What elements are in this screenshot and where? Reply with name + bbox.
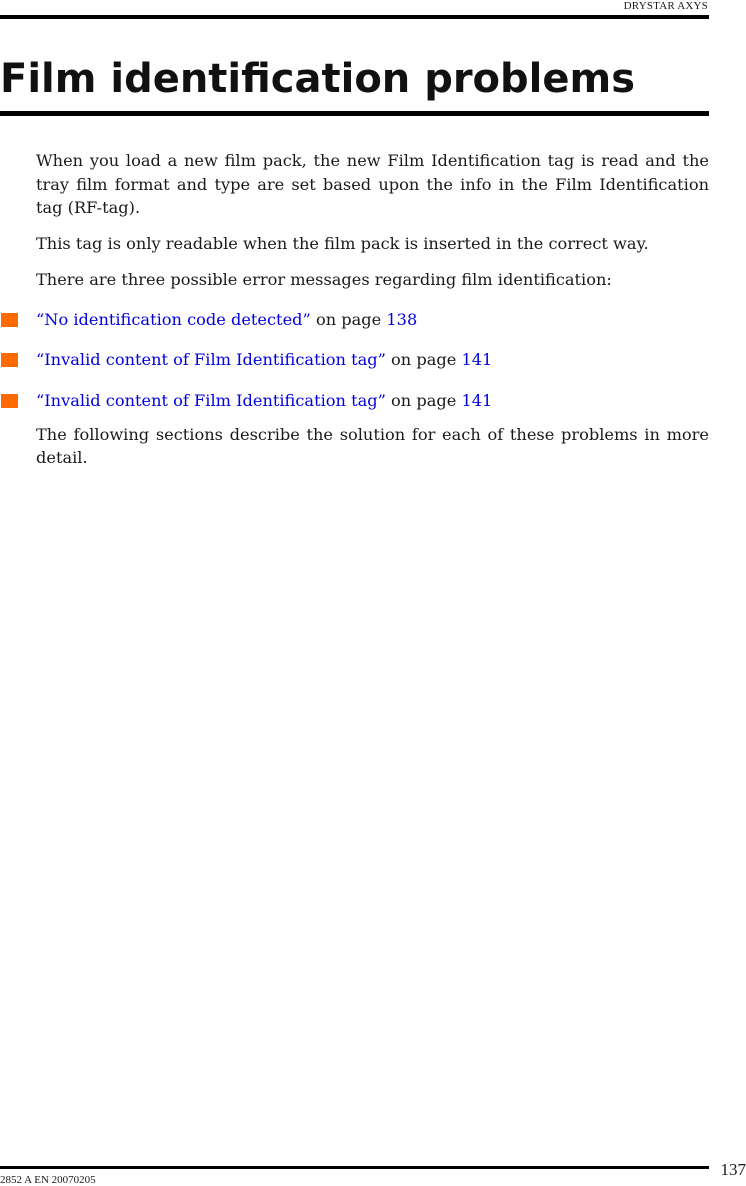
list-item bbox=[36, 348, 709, 389]
tag-readable-paragraph: This tag is only readable when the film pack is inserted in the correct way. bbox=[36, 233, 649, 253]
page-reference-link[interactable]: 141 bbox=[461, 390, 493, 410]
on-page-text: on page bbox=[385, 350, 462, 369]
list-item bbox=[36, 389, 709, 423]
footer-rule bbox=[0, 1166, 709, 1169]
square-bullet-icon bbox=[1, 394, 18, 408]
title-rule bbox=[0, 111, 709, 116]
page-title: Film identification problems bbox=[0, 56, 635, 102]
running-head: DRYSTAR AXYS bbox=[623, 0, 708, 12]
cross-reference-link[interactable]: “Invalid content of Film Identification tag” bbox=[36, 390, 386, 410]
page-number: 137 bbox=[720, 1160, 746, 1179]
on-page-text: on page bbox=[310, 309, 387, 329]
header-rule bbox=[0, 15, 709, 19]
closing-paragraph: The following sections describe the solution for each of these problems in more detail. bbox=[36, 424, 709, 467]
error-message-list bbox=[36, 308, 709, 423]
square-bullet-icon bbox=[1, 353, 18, 367]
document-id: 2852 A EN 20070205 bbox=[0, 1174, 96, 1186]
square-bullet-icon bbox=[1, 313, 18, 327]
page-reference-link[interactable]: 141 bbox=[461, 350, 493, 369]
error-messages-intro: There are three possible error messages regarding film identification: bbox=[36, 270, 612, 289]
cross-reference-link[interactable]: “No identification code detected” bbox=[36, 309, 311, 329]
page-reference-link[interactable]: 138 bbox=[386, 309, 418, 329]
body-content bbox=[36, 149, 709, 470]
intro-paragraph: When you load a new film pack, the new Film Identification tag is read and the tray film format and type are set based upon the info in the Film Identification tag (RF-tag). bbox=[36, 151, 709, 217]
cross-reference-link[interactable]: “Invalid content of Film Identification tag” bbox=[36, 350, 386, 369]
list-item bbox=[36, 308, 709, 349]
on-page-text: on page bbox=[385, 390, 462, 410]
